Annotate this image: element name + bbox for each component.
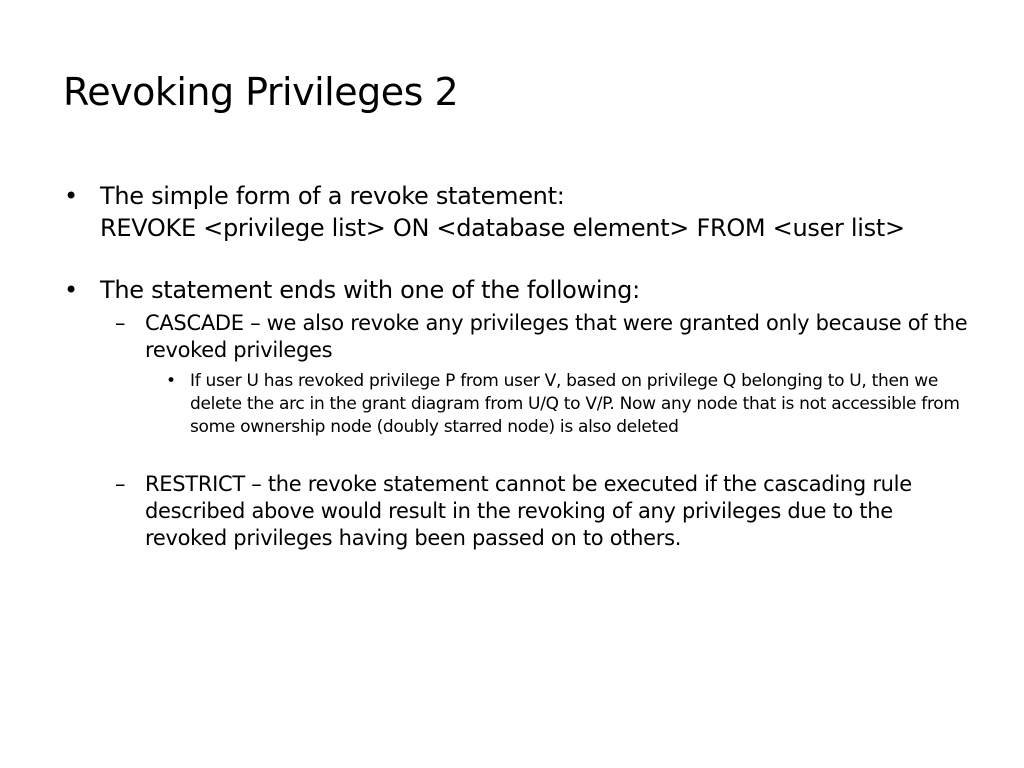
sub-bullet-restrict (60, 471, 970, 552)
dash-marker: – (115, 472, 126, 496)
dash-marker: – (115, 311, 126, 335)
sub-sub-bullet-text: If user U has revoked privilege P from user V, based on privilege Q belonging to U, then we delete the arc in the grant diagram from U/Q to V/P. Now any node that is not accessible from some ownership node (doubly starred node) is also deleted (190, 371, 960, 437)
sub-bullet-cascade (60, 310, 970, 364)
sub-sub-bullet-cascade-detail (60, 370, 970, 439)
sub-bullet-text: CASCADE – we also revoke any privileges that were granted only because of the revoked privileges (145, 311, 968, 362)
bullet-marker: • (166, 371, 176, 391)
sub-bullet-text: RESTRICT – the revoke statement cannot be executed if the cascading rule described above would result in the revoking of any privileges due to the revoked privileges having been passed on to others. (145, 472, 912, 550)
slide-body (60, 180, 970, 552)
revoke-syntax-line: REVOKE <privilege list> ON <database element> FROM <user list> (100, 214, 905, 242)
bullet-text: The simple form of a revoke statement: (100, 182, 565, 210)
bullet-marker: • (64, 276, 78, 304)
bullet-text: The statement ends with one of the following: (100, 276, 640, 304)
bullet-revoke-form (60, 180, 970, 212)
bullet-marker: • (64, 182, 78, 210)
slide-title: Revoking Privileges 2 (63, 70, 459, 114)
bullet-statement-ends (60, 274, 970, 306)
